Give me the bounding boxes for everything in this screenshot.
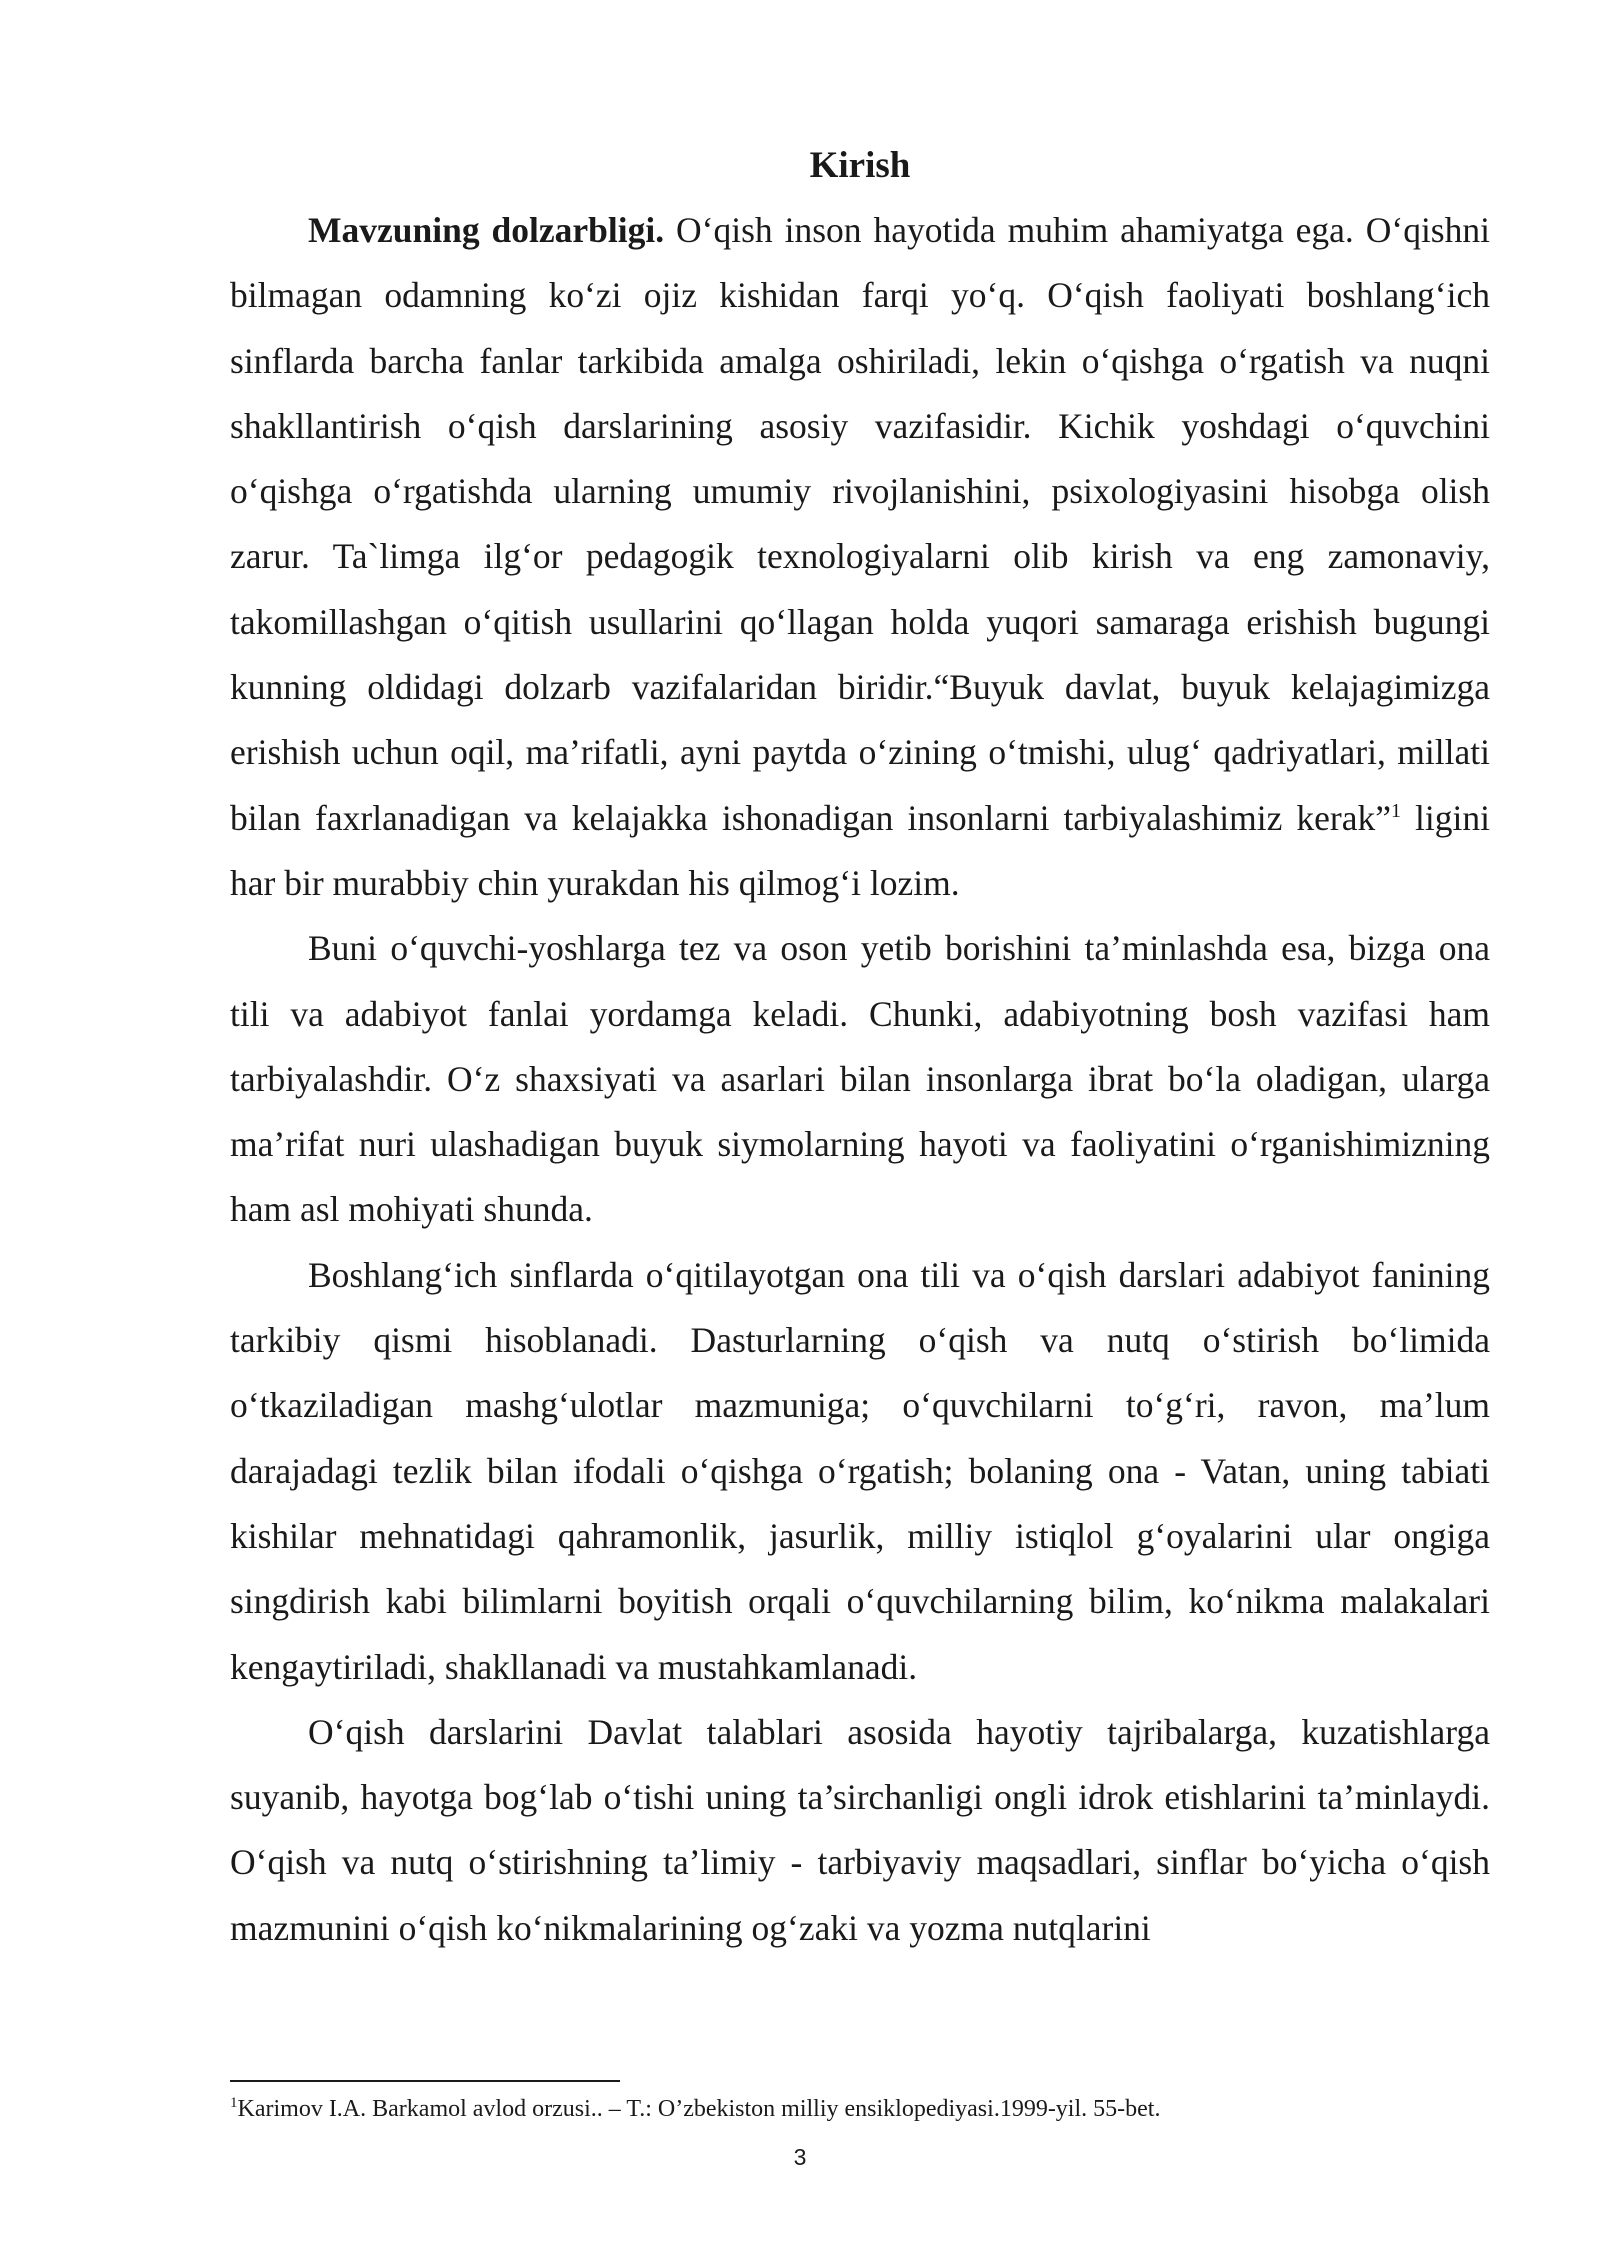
footnote-reference[interactable]: 1 [1391,799,1401,822]
paragraph-lead: Mavzuning dolzarbligi. [308,210,665,250]
paragraph-relevance [230,198,1490,916]
paragraph-reading-lessons: O‘qish darslarini Davlat talablari asosida hayotiy tajribalarga, kuzatishlarga suyanib, hayotga bog‘lab o‘tishi uning ta’sirchanligi ongli idrok etishlarini ta’minlaydi. O‘qish va nutq o‘stirishning ta’limiy - tarbiyaviy maqsadlari, sinflar bo‘yicha o‘qish mazmunini o‘qish ko‘nikmalarining og‘zaki va yozma nutqlarini [230,1711,1490,1948]
footnote-marker: 1 [230,2095,238,2111]
paragraph-primary-classes: Boshlang‘ich sinflarda o‘qitilayotgan ona tili va o‘qish darslari adabiyot fanining tarkibiy qismi hisoblanadi. Dasturlarning o‘qish va nutq o‘stirish bo‘limida o‘tkaziladigan mashg‘ulotlar mazmuniga; o‘quvchilarni to‘g‘ri, ravon, ma’lum darajadagi tezlik bilan ifodali o‘qishga o‘rgatish; bolaning ona - Vatan, uning tabiati kishilar mehnatidagi qahramonlik, jasurlik, milliy istiqlol g‘oyalarini ular ongiga singdirish kabi bilimlarni boyitish orqali o‘quvchilarning bilim, ko‘nikma malakalari kengaytiriladi, shakllanadi va mustahkamlanadi. [230,1254,1490,1687]
page-body [230,140,1490,1961]
footnote-text: Karimov I.A. Barkamol avlod orzusi.. – T.: O’zbekiston milliy ensiklopediyasi.1999-yil. 55-bet. [237,2096,1161,2122]
footnote [230,2092,1490,2126]
page-number: 3 [793,2144,807,2170]
paragraph-text: O‘qish inson hayotida muhim ahamiyatga ega. O‘qishni bilmagan odamning ko‘zi ojiz kishidan farqi yo‘q. O‘qish faoliyati boshlang‘ich sinflarda barcha fanlar tarkibida amalga oshiriladi, lekin o‘qishga o‘rgatish va nuqni shakllantirish o‘qish darslarining asosiy vazifasidir. Kichik yoshdagi o‘quvchini o‘qishga o‘rgatishda ularning umumiy rivojlanishini, psixologiyasini hisobga olish zarur. Ta`limga ilg‘or pedagogik texnologiyalarni olib kirish va eng zamonaviy, takomillashgan o‘qitish usullarini qo‘llagan holda yuqori samaraga erishish bugungi kunning oldidagi dolzarb vazifalaridan biridir.“Buyuk davlat, buyuk kelajagimizga erishish uchun oqil, ma’rifatli, ayni paytda o‘zining o‘tmishi, ulug‘ qadriyatlari, millati bilan faxrlanadigan va kelajakka ishonadigan insonlarni tarbiyalashimiz kerak” [230,210,1490,838]
paragraph-literature-role: Buni o‘quvchi-yoshlarga tez va oson yetib borishini ta’minlashda esa, bizga ona tili va adabiyot fanlai yordamga keladi. Chunki, adabiyotning bosh vazifasi ham tarbiyalashdir. O‘z shaxsiyati va asarlari bilan insonlarga ibrat bo‘la oladigan, ularga ma’rifat nuri ulashadigan buyuk siymolarning hayoti va faoliyatini o‘rganishimizning ham asl mohiyati shunda. [230,928,1490,1230]
section-title: Kirish [809,145,911,186]
paragraph-text-continued: ligini har bir murabbiy chin yurakdan his qilmog‘i lozim. [230,797,1491,903]
footnote-separator [230,2080,620,2082]
